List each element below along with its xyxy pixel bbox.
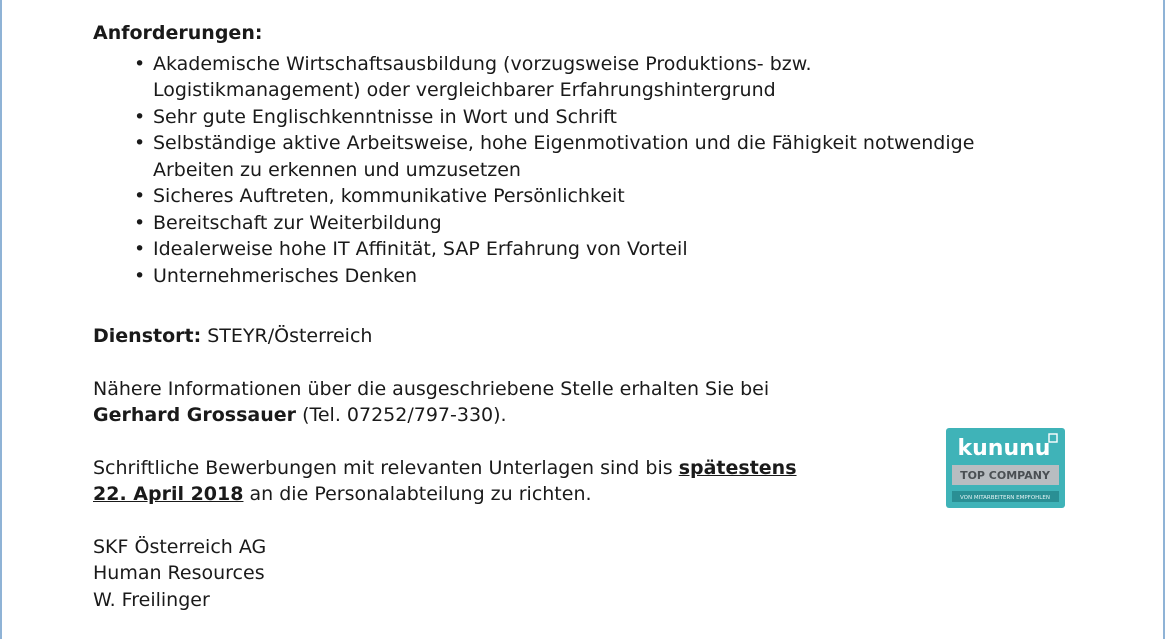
list-item-text: Selbständige aktive Arbeitsweise, hohe Eigenmotivation und die Fähigkeit notwendige	[153, 132, 975, 154]
spacer	[93, 350, 1053, 376]
list-item	[134, 263, 1053, 290]
badge-label: TOP COMPANY	[960, 469, 1050, 482]
list-item	[134, 130, 1053, 183]
bullet-icon: •	[134, 52, 146, 75]
list-item	[134, 104, 1053, 131]
signature-department: Human Resources	[93, 562, 265, 584]
requirements-list	[93, 51, 1053, 290]
contact-intro: Nähere Informationen über die ausgeschriebene Stelle erhalten Sie bei	[93, 377, 770, 400]
list-item-text: Unternehmerisches Denken	[153, 264, 418, 287]
kununu-top-company-badge	[946, 428, 1065, 508]
application-text-end: an die Personalabteilung zu richten.	[243, 483, 592, 505]
bullet-icon: •	[134, 185, 146, 207]
bullet-icon: •	[134, 132, 146, 154]
bullet-icon: •	[134, 238, 146, 260]
contact-paragraph	[93, 376, 1053, 429]
contact-name: Gerhard Grossauer	[93, 404, 297, 426]
signature-block	[93, 534, 1053, 614]
location-line	[93, 323, 1053, 350]
list-item-text: Logistikmanagement) oder vergleichbarer Erfahrungshintergrund	[153, 79, 776, 101]
application-paragraph	[93, 455, 1053, 508]
spacer	[93, 508, 1053, 534]
list-item	[134, 236, 1053, 263]
deadline-date: 22. April 2018	[93, 483, 244, 505]
location-value: STEYR/Österreich	[201, 325, 373, 347]
list-item-text: Arbeiten zu erkennen und umzusetzen	[153, 158, 521, 181]
location-label: Dienstort:	[93, 325, 202, 347]
job-posting-document	[93, 20, 1053, 613]
badge-footer: VON MITARBEITERN EMPFOHLEN	[960, 495, 1050, 501]
contact-phone: (Tel. 07252/797-330).	[296, 404, 507, 426]
bullet-icon: •	[134, 105, 146, 128]
signature-company: SKF Österreich AG	[93, 535, 267, 558]
list-item	[134, 210, 1053, 237]
list-item-text: Idealerweise hohe IT Affinität, SAP Erfahrung von Vorteil	[153, 238, 688, 260]
deadline-word: spätestens	[678, 456, 797, 479]
list-item-text: Bereitschaft zur Weiterbildung	[153, 211, 442, 234]
bullet-icon: •	[134, 211, 146, 234]
list-item-text: Sicheres Auftreten, kommunikative Persönlichkeit	[153, 185, 625, 207]
requirements-heading: Anforderungen:	[93, 22, 263, 44]
bullet-icon: •	[134, 264, 146, 287]
badge-brand: kununu	[957, 436, 1051, 461]
list-item	[134, 51, 1053, 104]
list-item	[134, 183, 1053, 210]
signature-person: W. Freilinger	[93, 588, 210, 611]
application-text: Schriftliche Bewerbungen mit relevanten Unterlagen sind bis	[93, 456, 679, 479]
list-item-text: Akademische Wirtschaftsausbildung (vorzugsweise Produktions- bzw.	[153, 52, 812, 75]
spacer	[93, 289, 1053, 323]
spacer	[93, 429, 1053, 455]
list-item-text: Sehr gute Englischkenntnisse in Wort und Schrift	[153, 105, 617, 128]
